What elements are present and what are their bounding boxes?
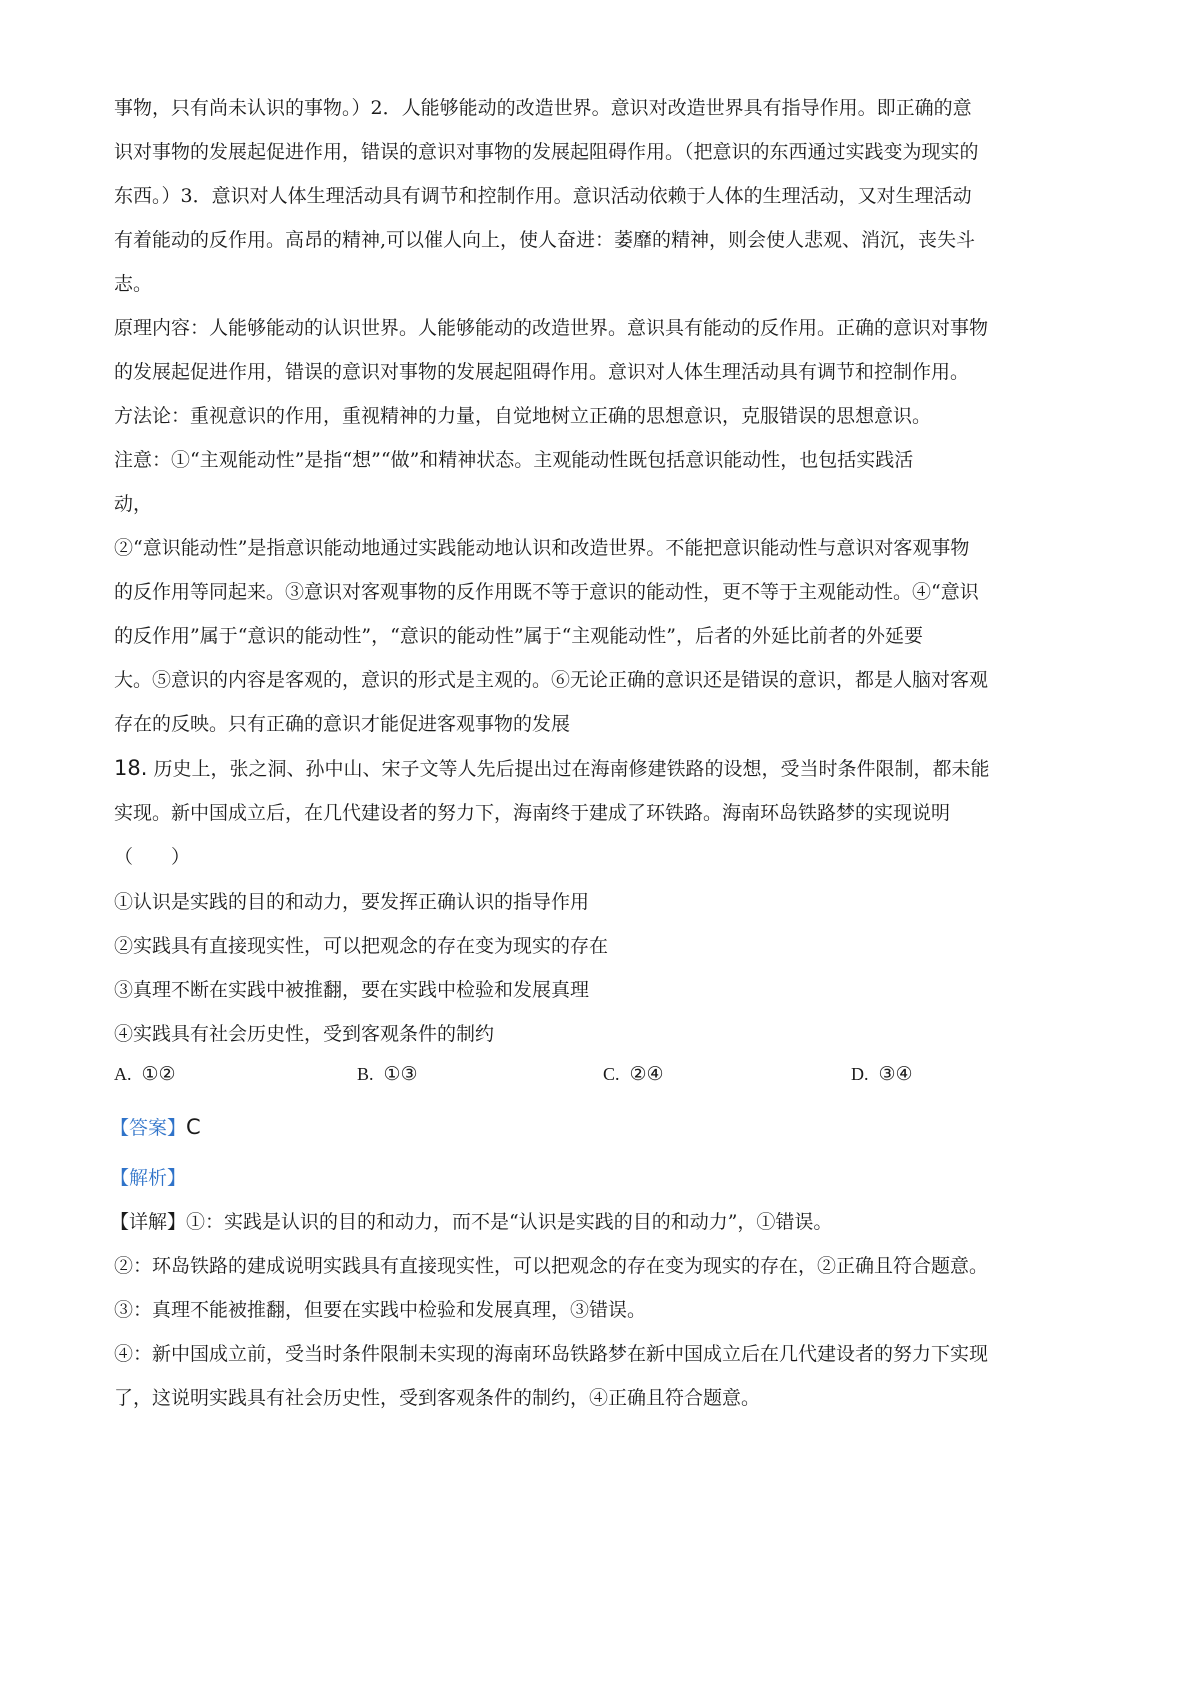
option-letter: B. [357, 1064, 374, 1084]
explanation-line: 动， [114, 493, 153, 515]
question-blank: （ ） [114, 846, 191, 868]
explanation-line: 识对事物的发展起促进作用，错误的意识对事物的发展起阻碍作用。（把意识的东西通过实践变为现实的 [114, 141, 979, 163]
explanation-line: 志。 [114, 273, 153, 295]
statement-3: ③真理不断在实践中被推翻，要在实践中检验和发展真理 [114, 979, 590, 1001]
answer-tag: 【答案】 [110, 1117, 187, 1139]
option-letter: A. [114, 1064, 132, 1084]
analysis-tag-text: 【解析】 [110, 1167, 187, 1189]
explanation-line: 大。⑤意识的内容是客观的，意识的形式是主观的。⑥无论正确的意识还是错误的意识，都是人脑对客观 [114, 669, 989, 691]
explanation-line: 东西。）3．意识对人体生理活动具有调节和控制作用。意识活动依赖于人体的生理活动，又对生理活动 [114, 185, 972, 207]
answer-line [110, 1113, 201, 1140]
explanation-line: 注意：①“主观能动性”是指“想”“做”和精神状态。主观能动性既包括意识能动性，也包括实践活 [114, 449, 914, 471]
question-number: 18. [114, 756, 148, 780]
option-text: ③④ [878, 1063, 913, 1085]
analysis-tag [110, 1163, 186, 1190]
analysis-line: 了，这说明实践具有社会历史性，受到客观条件的制约，④正确且符合题意。 [114, 1387, 761, 1409]
statement-2: ②实践具有直接现实性，可以把观念的存在变为现实的存在 [114, 935, 609, 957]
analysis-line: ②：环岛铁路的建成说明实践具有直接现实性，可以把观念的存在变为现实的存在，②正确且符合题意。 [114, 1255, 989, 1277]
answer-value: C [186, 1115, 201, 1139]
question-stem-line2: 实现。新中国成立后，在几代建设者的努力下，海南终于建成了环铁路。海南环岛铁路梦的实现说明 [114, 802, 951, 824]
explanation-line: 原理内容：人能够能动的认识世界。人能够能动的改造世界。意识具有能动的反作用。正确的意识对事物 [114, 317, 989, 339]
option-c[interactable] [603, 1063, 664, 1085]
explanation-line: 的反作用等同起来。③意识对客观事物的反作用既不等于意识的能动性，更不等于主观能动性。④“意识 [114, 581, 979, 603]
analysis-line: 【详解】①：实践是认识的目的和动力，而不是“认识是实践的目的和动力”，①错误。 [110, 1211, 833, 1233]
question-stem [114, 754, 989, 781]
explanation-line: 的反作用”属于“意识的能动性”，“意识的能动性”属于“主观能动性”，后者的外延比前者的外延要 [114, 625, 923, 647]
option-a[interactable] [114, 1063, 176, 1085]
explanation-line: 方法论：重视意识的作用，重视精神的力量，自觉地树立正确的思想意识，克服错误的思想意识。 [114, 405, 932, 427]
option-text: ②④ [629, 1063, 664, 1085]
analysis-line: ③：真理不能被推翻，但要在实践中检验和发展真理，③错误。 [114, 1299, 647, 1321]
option-letter: D. [851, 1064, 869, 1084]
question-stem-line1: 历史上，张之洞、孙中山、宋子文等人先后提出过在海南修建铁路的设想，受当时条件限制，都未能 [147, 758, 990, 780]
option-letter: C. [603, 1064, 620, 1084]
explanation-line: 有着能动的反作用。高昂的精神,可以催人向上，使人奋进：萎靡的精神，则会使人悲观、消沉，丧失斗 [114, 229, 976, 251]
explanation-line: 事物，只有尚未认识的事物。）2．人能够能动的改造世界。意识对改造世界具有指导作用。即正确的意 [114, 97, 972, 119]
explanation-line: ②“意识能动性”是指意识能动地通过实践能动地认识和改造世界。不能把意识能动性与意识对客观事物 [114, 537, 970, 559]
option-text: ①② [141, 1063, 176, 1085]
option-text: ①③ [383, 1063, 418, 1085]
statement-1: ①认识是实践的目的和动力，要发挥正确认识的指导作用 [114, 891, 590, 913]
analysis-line: ④：新中国成立前，受当时条件限制未实现的海南环岛铁路梦在新中国成立后在几代建设者的努力下实现 [114, 1343, 989, 1365]
explanation-line: 存在的反映。只有正确的意识才能促进客观事物的发展 [114, 713, 571, 735]
option-b[interactable] [357, 1063, 418, 1085]
option-d[interactable] [851, 1063, 913, 1085]
statement-4: ④实践具有社会历史性，受到客观条件的制约 [114, 1023, 495, 1045]
explanation-line: 的发展起促进作用，错误的意识对事物的发展起阻碍作用。意识对人体生理活动具有调节和控制作用。 [114, 361, 970, 383]
